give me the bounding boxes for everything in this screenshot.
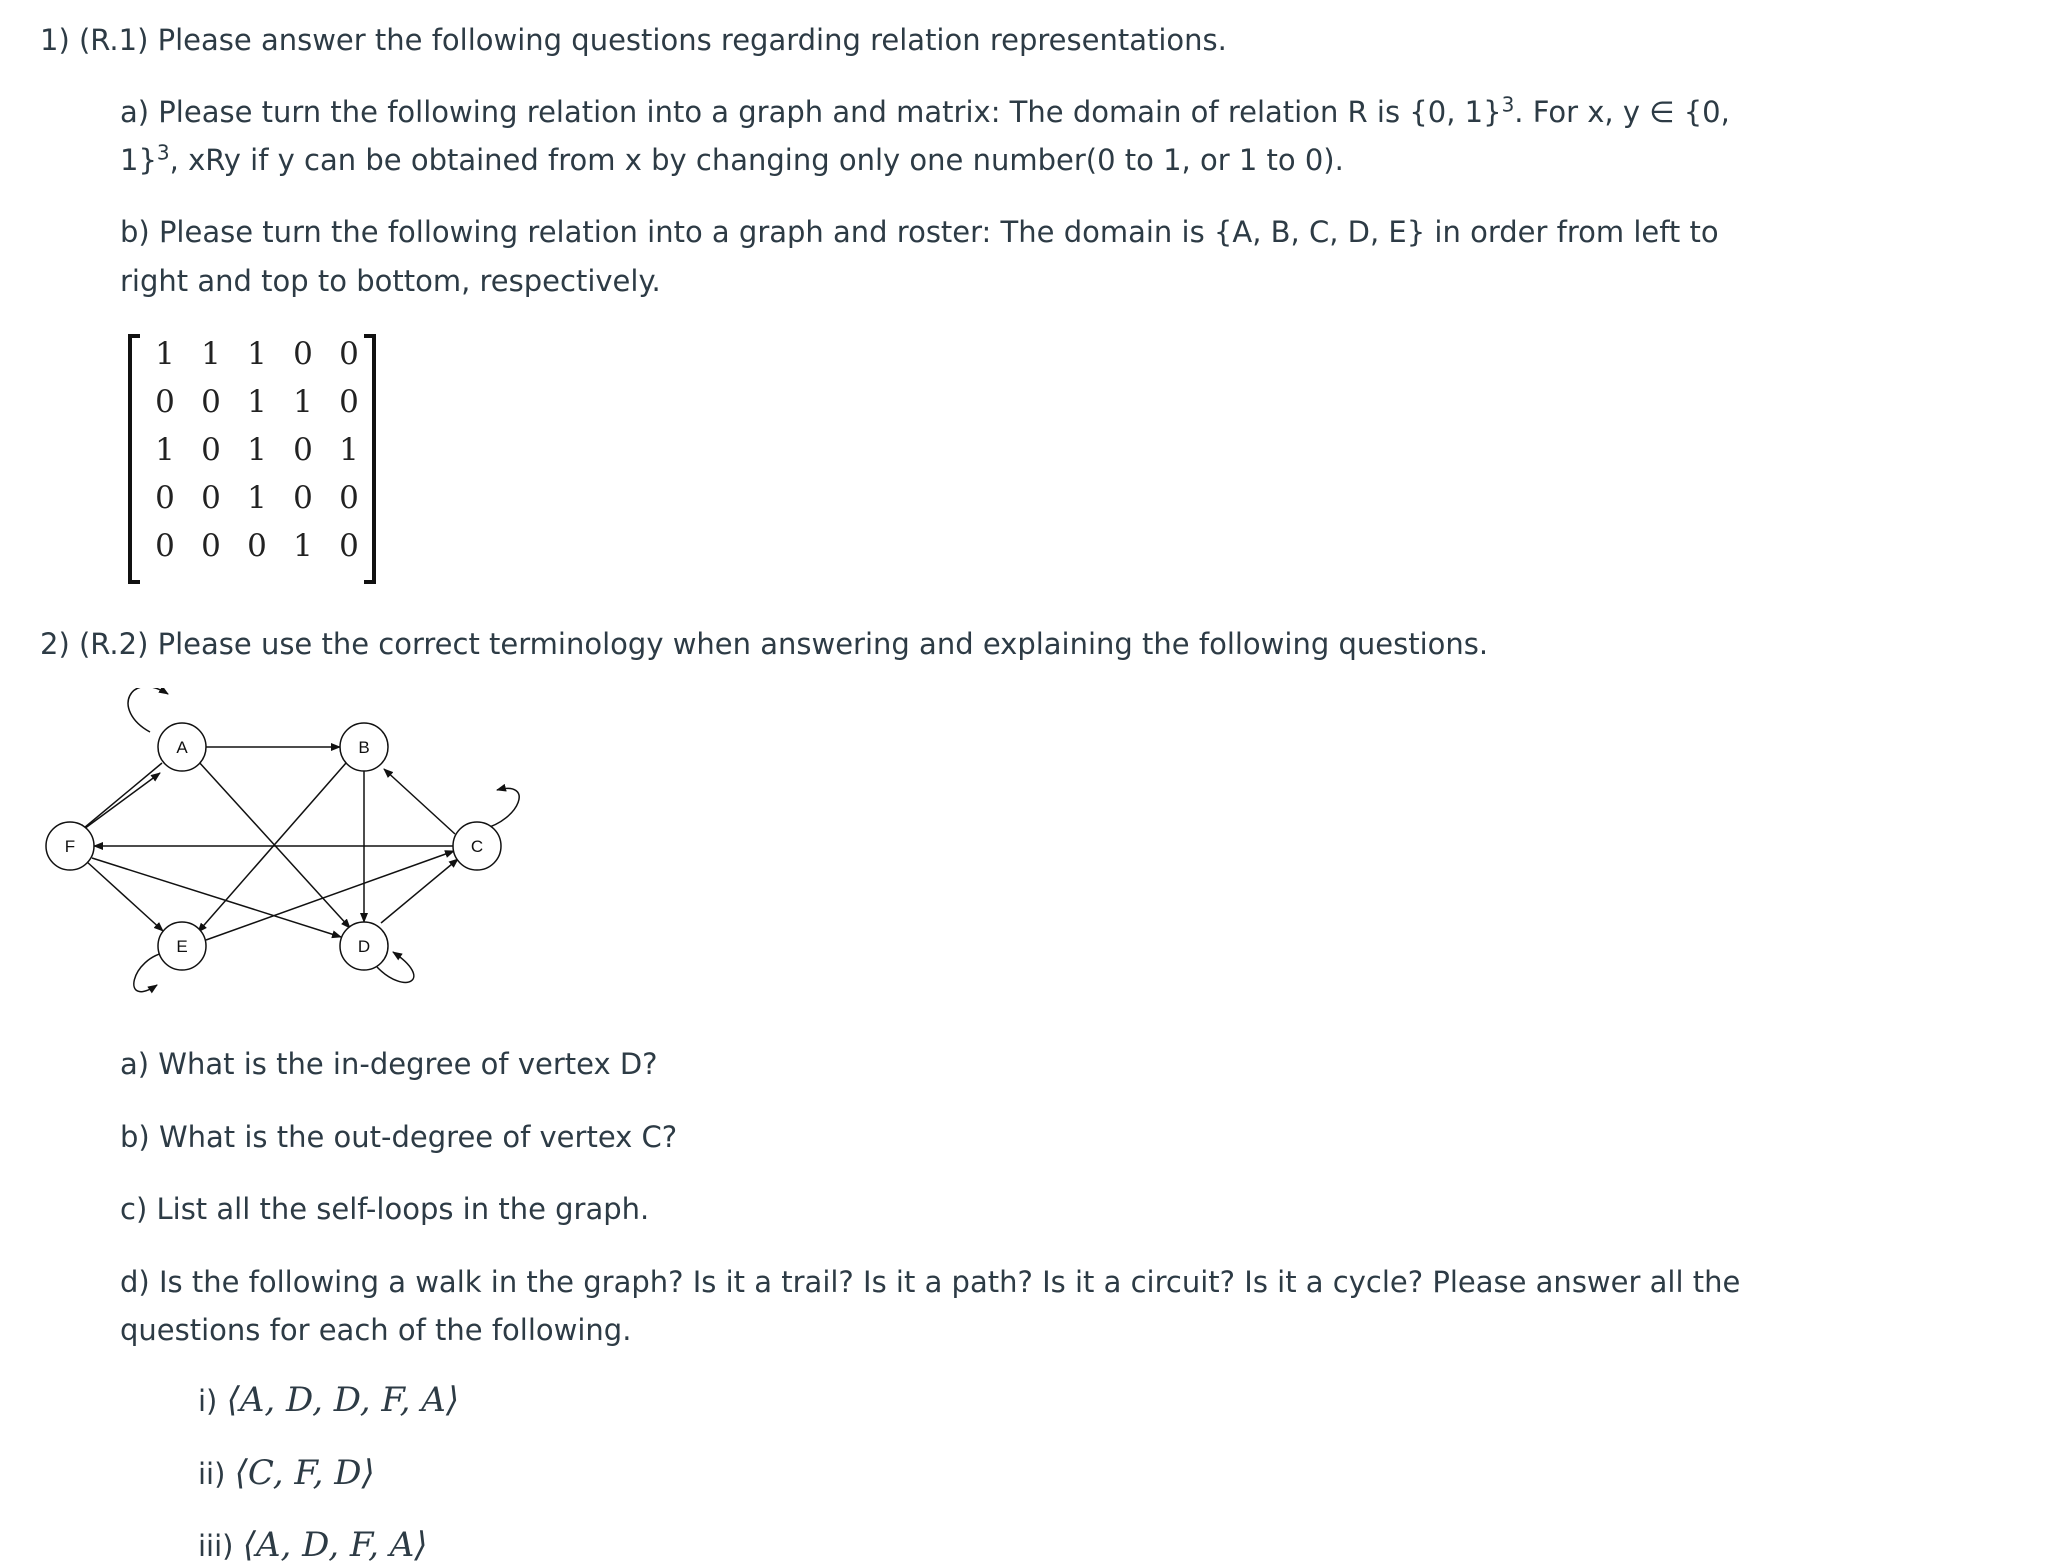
edge-d-c — [381, 859, 458, 923]
q2-heading: 2) (R.2) Please use the correct terminology when answering and explaining the following questions. — [40, 627, 1489, 661]
matrix-cell: 1 — [155, 432, 175, 468]
matrix-left-bracket — [128, 334, 140, 584]
node-a-label: A — [176, 738, 188, 757]
matrix-cell: 0 — [339, 528, 359, 564]
edge-f-e — [86, 861, 163, 931]
q1b-line2: right and top to bottom, respectively. — [120, 264, 661, 298]
matrix-cell: 0 — [293, 432, 313, 468]
item-label: iii) — [198, 1529, 234, 1563]
matrix-cell: 0 — [339, 384, 359, 420]
edge-f-d — [92, 858, 341, 937]
node-e — [158, 922, 206, 970]
node-c-label: C — [470, 837, 484, 856]
node-f — [46, 822, 94, 870]
matrix-cell: 1 — [247, 432, 267, 468]
matrix-cell: 0 — [339, 336, 359, 372]
matrix-cell: 1 — [293, 384, 313, 420]
edge-f-a — [84, 773, 160, 829]
edge-a-f — [78, 763, 162, 833]
edge-b-e — [198, 763, 346, 932]
edge-c-b — [384, 769, 455, 834]
matrix-cell: 0 — [201, 432, 221, 468]
node-c — [453, 822, 501, 870]
q1a-line1-text: a) Please turn the following relation into a graph and matrix: The domain of relation R is {0, 1} — [120, 95, 1502, 129]
q1a-line1-exponent: 3 — [1501, 92, 1515, 117]
matrix-cell: 0 — [201, 384, 221, 420]
matrix-cell: 1 — [247, 336, 267, 372]
self-loop-c — [483, 788, 519, 829]
self-loop-a — [128, 688, 168, 732]
matrix-cell: 0 — [247, 528, 267, 564]
q1a-line1-tail: . For x, y ∈ {0, — [1514, 95, 1730, 129]
q1b-line1: b) Please turn the following relation into a graph and roster: The domain is {A, B, C, D, E} in order from left to — [120, 215, 1719, 249]
node-a — [158, 723, 206, 771]
node-d-label: D — [357, 937, 371, 956]
q1a-line2-exponent: 3 — [156, 140, 170, 165]
node-b-label: B — [358, 738, 370, 757]
item-label: i) — [198, 1384, 218, 1418]
q2c: c) List all the self-loops in the graph. — [120, 1192, 650, 1226]
matrix-cell: 1 — [247, 384, 267, 420]
relation-matrix — [128, 330, 376, 586]
matrix-cell: 0 — [201, 528, 221, 564]
edge-e-c — [206, 851, 454, 940]
matrix-cell: 0 — [293, 336, 313, 372]
matrix-cell: 0 — [293, 480, 313, 516]
matrix-cell: 0 — [339, 480, 359, 516]
q1a-line2-tail: , xRy if y can be obtained from x by changing only one number(0 to 1, or 1 to 0). — [169, 143, 1344, 177]
q2d-item-2 — [198, 1453, 375, 1494]
matrix-cell: 1 — [293, 528, 313, 564]
matrix-cell: 1 — [339, 432, 359, 468]
item-label: ii) — [198, 1457, 226, 1491]
matrix-cell: 0 — [201, 480, 221, 516]
q2d-line1: d) Is the following a walk in the graph? Is it a trail? Is it a path? Is it a circuit? Is it a cycle? Please answer all the — [120, 1265, 1741, 1299]
item-sequence: ⟨C, F, D⟩ — [234, 1453, 375, 1493]
q1-heading: 1) (R.1) Please answer the following questions regarding relation representations. — [40, 23, 1227, 57]
q1a-line2 — [120, 140, 1344, 180]
matrix-cell: 1 — [201, 336, 221, 372]
item-sequence: ⟨A, D, D, F, A⟩ — [226, 1380, 460, 1420]
node-b — [340, 723, 388, 771]
matrix-cell: 0 — [155, 480, 175, 516]
node-f-label: F — [64, 837, 76, 856]
matrix-cell: 1 — [155, 336, 175, 372]
q2d-item-1 — [198, 1380, 459, 1421]
q1a-line2-text: 1} — [120, 143, 157, 177]
q2d-item-3 — [198, 1525, 428, 1566]
q2d-line2: questions for each of the following. — [120, 1313, 632, 1347]
item-sequence: ⟨A, D, F, A⟩ — [242, 1525, 428, 1565]
directed-graph — [40, 688, 560, 1018]
matrix-cell: 1 — [247, 480, 267, 516]
matrix-cell: 0 — [155, 528, 175, 564]
node-d — [340, 922, 388, 970]
matrix-cell: 0 — [155, 384, 175, 420]
node-e-label: E — [176, 937, 188, 956]
q2b: b) What is the out-degree of vertex C? — [120, 1120, 678, 1154]
q1a-line1 — [120, 92, 1730, 132]
q2a: a) What is the in-degree of vertex D? — [120, 1047, 658, 1081]
